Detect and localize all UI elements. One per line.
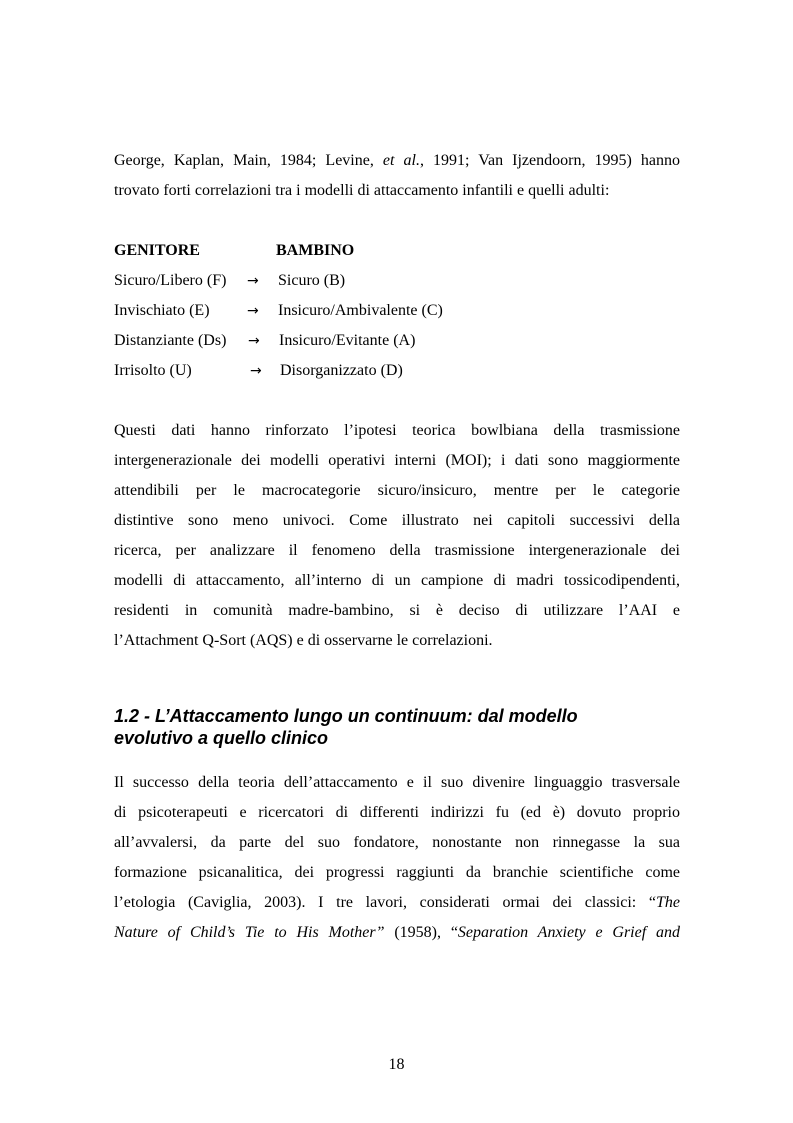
page-number: 18 [388,1056,405,1073]
intro-line-1-italic: et al. [382,152,420,169]
intro-line-2: trovato forti correlazioni tra i modelli di attaccamento infantili e quelli adulti: [114,182,610,199]
paragraph-line: distintive sono meno univoci. Come illustrato nei capitoli successivi della [114,512,680,529]
paragraph-line: Il successo della teoria dell’attaccamento e il suo divenire linguaggio trasversale [114,774,680,791]
child-category: Insicuro/Ambivalente (C) [278,302,443,319]
arrow-right-icon: → [248,333,260,349]
table-row [114,326,514,356]
parent-category: Distanziante (Ds) [114,332,227,349]
line-5-italic-title: The [656,894,680,911]
intro-line-1-part-c: , 1991; Van Ijzendoorn, 1995) hanno [419,152,680,169]
section-heading-line-2: evolutivo a quello clinico [114,728,329,748]
arrow-right-icon: → [247,273,259,289]
line-5-text: l’etologia (Caviglia, 2003). I tre lavori, considerati ormai dei classici: “ [114,894,656,911]
arrow-right-icon: → [247,303,259,319]
intro-line-1 [114,146,680,176]
attachment-correspondence-table [114,236,514,386]
intro-line-1-part-a: George, Kaplan, Main, 1984; Levine, [114,152,383,169]
table-row [114,356,514,386]
line-6-italic-title: Nature of Child’s Tie to His Mother” [114,924,385,941]
paragraph-line: l’Attachment Q-Sort (AQS) e di osservarne le correlazioni. [114,632,493,649]
paragraph-line: attendibili per le macrocategorie sicuro/insicuro, mentre per le categorie [114,482,680,499]
child-category: Insicuro/Evitante (A) [279,332,416,349]
section-heading-line-1: 1.2 - L’Attaccamento lungo un continuum: dal modello [114,706,578,726]
line-6-text: (1958), “ [384,924,458,941]
child-category: Disorganizzato (D) [280,362,403,379]
paragraph-line-6 [114,918,680,948]
paragraph-line: residenti in comunità madre-bambino, si è deciso di utilizzare l’AAI e [114,602,680,619]
paragraph-line: intergenerazionale dei modelli operativi interni (MOI); i dati sono maggiormente [114,452,680,469]
header-bambino: BAMBINO [276,242,355,259]
paragraph-line-5 [114,888,680,918]
intro-paragraph [114,146,680,206]
paragraph-line: formazione psicanalitica, dei progressi raggiunti da branchie scientifiche come [114,864,680,881]
table-row [114,266,514,296]
parent-category: Invischiato (E) [114,302,210,319]
paragraph-line: all’avvalersi, da parte del suo fondatore, nonostante non rinnegasse la sua [114,834,680,851]
paragraph-attachment-success [114,768,680,948]
paragraph-bowlby-transmission [114,416,680,656]
arrow-right-icon: → [250,363,262,379]
paragraph-line: modelli di attaccamento, all’interno di un campione di madri tossicodipendenti, [114,572,680,589]
paragraph-line: ricerca, per analizzare il fenomeno della trasmissione intergenerazionale dei [114,542,680,559]
parent-category: Sicuro/Libero (F) [114,272,227,289]
line-6-italic-title-2: Separation Anxiety e Grief and [457,924,680,941]
child-category: Sicuro (B) [278,272,346,289]
paragraph-line: Questi dati hanno rinforzato l’ipotesi teorica bowlbiana della trasmissione [114,422,680,439]
section-heading [114,705,674,749]
table-header-row [114,236,514,266]
table-row [114,296,514,326]
parent-category: Irrisolto (U) [114,362,192,379]
paragraph-line: di psicoterapeuti e ricercatori di differenti indirizzi fu (ed è) dovuto proprio [114,804,680,821]
header-genitore: GENITORE [114,242,200,259]
